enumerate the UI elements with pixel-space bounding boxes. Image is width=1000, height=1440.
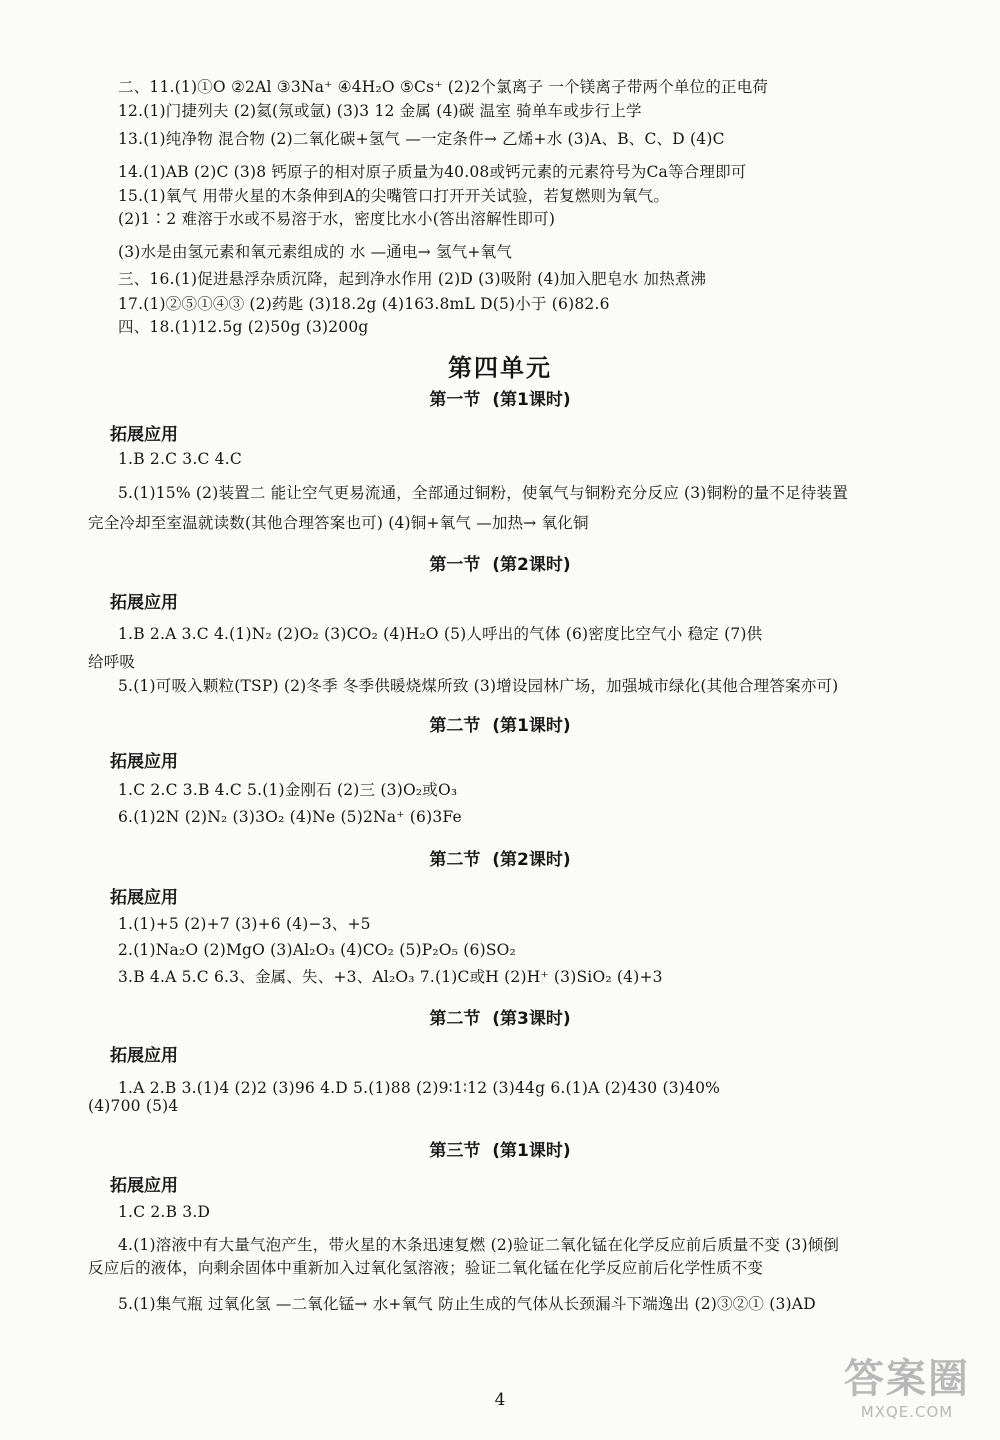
subsection-label: 拓展应用 [110, 888, 178, 908]
answer-line: 15.(1)氧气 用带火星的木条伸到A的尖嘴管口打开开关试验，若复燃则为氧气。 [118, 187, 670, 205]
answer-line: (2)1∶2 难溶于水或不易溶于水，密度比水小(答出溶解性即可) [118, 210, 556, 228]
answer-line: (4)700 (5)4 [88, 1097, 179, 1115]
answer-line: 14.(1)AB (2)C (3)8 钙原子的相对原子质量为40.08或钙元素的元素符号为Ca等合理即可 [118, 163, 747, 181]
section-heading: 第二节 (第3课时) [429, 1009, 571, 1029]
answer-line: 13.(1)纯净物 混合物 (2)二氧化碳+氢气 —一定条件→ 乙烯+水 (3)A、B、C、D (4)C [118, 130, 725, 148]
answer-line: 1.B 2.C 3.C 4.C [118, 450, 242, 468]
answer-line: 给呼吸 [88, 653, 136, 671]
answer-line: 6.(1)2N (2)N₂ (3)3O₂ (4)Ne (5)2Na⁺ (6)3Fe [118, 808, 462, 826]
section-heading: 第二节 (第2课时) [429, 850, 571, 870]
answer-line: 四、18.(1)12.5g (2)50g (3)200g [118, 318, 369, 336]
answer-line: 1.(1)+5 (2)+7 (3)+6 (4)−3、+5 [118, 915, 371, 933]
answer-line: 三、16.(1)促进悬浮杂质沉降，起到净水作用 (2)D (3)吸附 (4)加入肥皂水 加热煮沸 [118, 270, 707, 288]
answer-line: 5.(1)可吸入颗粒(TSP) (2)冬季 冬季供暖烧煤所致 (3)增设园林广场，加强城市绿化(其他合理答案亦可) [118, 677, 839, 695]
page-number: 4 [494, 1390, 506, 1410]
watermark-logo [832, 1356, 982, 1428]
subsection-label: 拓展应用 [110, 752, 178, 772]
section-heading: 第一节 (第2课时) [429, 555, 571, 575]
answer-line: 完全冷却至室温就读数(其他合理答案也可) (4)铜+氧气 —加热→ 氧化铜 [88, 514, 589, 532]
answer-line: (3)水是由氢元素和氧元素组成的 水 —通电→ 氢气+氧气 [118, 243, 513, 261]
subsection-label: 拓展应用 [110, 593, 178, 613]
answer-line: 1.B 2.A 3.C 4.(1)N₂ (2)O₂ (3)CO₂ (4)H₂O (5)人呼出的气体 (6)密度比空气小 稳定 (7)供 [118, 625, 763, 643]
subsection-label: 拓展应用 [110, 425, 178, 445]
subsection-label: 拓展应用 [110, 1046, 178, 1066]
answer-line: 1.A 2.B 3.(1)4 (2)2 (3)96 4.D 5.(1)88 (2)9∶1∶12 (3)44g 6.(1)A (2)430 (3)40% [118, 1079, 721, 1097]
answer-line: 4.(1)溶液中有大量气泡产生，带火星的木条迅速复燃 (2)验证二氧化锰在化学反应前后质量不变 (3)倾倒 [118, 1236, 840, 1254]
answer-line: 2.(1)Na₂O (2)MgO (3)Al₂O₃ (4)CO₂ (5)P₂O₅ (6)SO₂ [118, 941, 516, 959]
answer-line: 1.C 2.B 3.D [118, 1203, 211, 1221]
answer-line: 反应后的液体，向剩余固体中重新加入过氧化氢溶液；验证二氧化锰在化学反应前后化学性质不变 [88, 1259, 764, 1277]
section-heading: 第三节 (第1课时) [429, 1141, 571, 1161]
answer-line: 二、11.(1)①O ②2Al ③3Na⁺ ④4H₂O ⑤Cs⁺ (2)2个氯离子 一个镁离子带两个单位的正电荷 [118, 78, 769, 96]
answer-line: 5.(1)集气瓶 过氧化氢 —二氧化锰→ 水+氧气 防止生成的气体从长颈漏斗下端逸出 (2)③②① (3)AD [118, 1295, 816, 1313]
answer-line: 17.(1)②⑤①④③ (2)药匙 (3)18.2g (4)163.8mL D(5)小于 (6)82.6 [118, 295, 610, 313]
answer-line: 3.B 4.A 5.C 6.3、金属、失、+3、Al₂O₃ 7.(1)C或H (2)H⁺ (3)SiO₂ (4)+3 [118, 968, 663, 986]
answer-line: 12.(1)门捷列夫 (2)氦(氖或氩) (3)3 12 金属 (4)碳 温室 骑单车或步行上学 [118, 102, 642, 120]
subsection-label: 拓展应用 [110, 1176, 178, 1196]
watermark-url: MXQE.COM [860, 1403, 954, 1421]
unit-title: 第四单元 [448, 354, 552, 382]
answer-line: 1.C 2.C 3.B 4.C 5.(1)金刚石 (2)三 (3)O₂或O₃ [118, 781, 458, 799]
section-heading: 第一节 (第1课时) [429, 390, 571, 410]
section-heading: 第二节 (第1课时) [429, 716, 571, 736]
answer-line: 5.(1)15% (2)装置二 能让空气更易流通，全部通过铜粉，使氧气与铜粉充分反应 (3)铜粉的量不足待装置 [118, 484, 848, 502]
watermark-text: 答案圈 [844, 1356, 970, 1402]
